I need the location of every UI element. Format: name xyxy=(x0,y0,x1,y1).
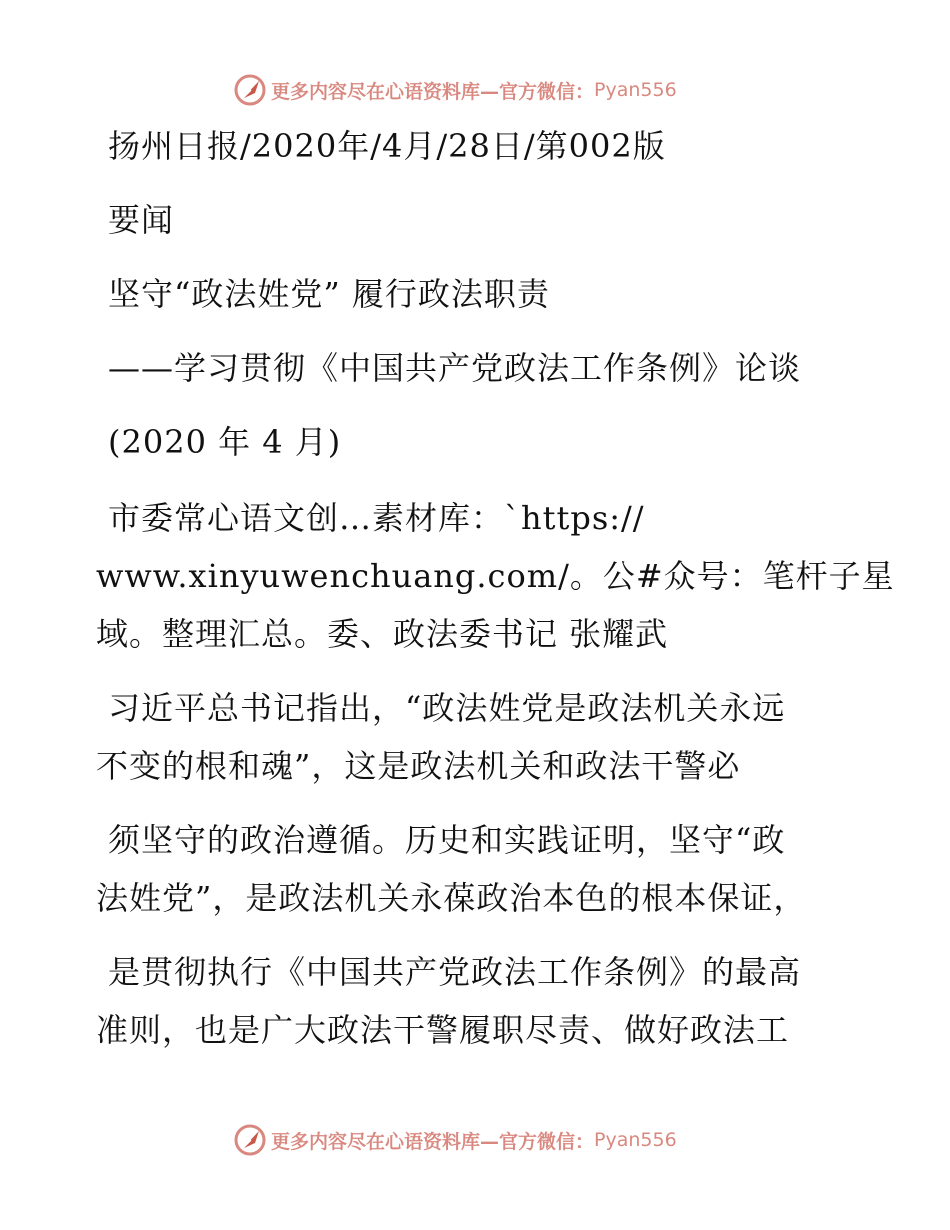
article-title: 坚守“政法姓党” 履行政法职责 xyxy=(108,275,550,313)
watermark-handle: Pyan556 xyxy=(594,1129,677,1151)
body-line-2: 不变的根和魂”，这是政法机关和政法干警必 xyxy=(96,747,741,785)
body-line-1: 习近平总书记指出，“政法姓党是政法机关永远 xyxy=(108,689,786,727)
byline-line-3: 域。整理汇总。委、政法委书记 张耀武 xyxy=(96,615,669,653)
body-line-6: 准则，也是广大政法干警履职尽责、做好政法工 xyxy=(96,1011,790,1049)
watermark-banner-bottom xyxy=(233,1122,677,1158)
article-date: (2020 年 4 月) xyxy=(108,423,342,461)
watermark-banner-top xyxy=(233,72,677,108)
section-label: 要闻 xyxy=(108,201,175,239)
watermark-text: 更多内容尽在心语资料库—官方微信： xyxy=(271,80,595,103)
quill-logo-icon xyxy=(233,1123,267,1157)
source-line: 扬州日报/2020年/4月/28日/第002版 xyxy=(108,127,666,165)
article-subtitle: ——学习贯彻《中国共产党政法工作条例》论谈 xyxy=(108,349,802,387)
body-line-4: 法姓党”，是政法机关永葆政治本色的根本保证， xyxy=(96,879,807,917)
byline-line-1: 市委常心语文创…素材库：`https:// xyxy=(108,499,645,537)
body-line-3: 须坚守的政治遵循。历史和实践证明，坚守“政 xyxy=(108,821,786,859)
watermark-handle: Pyan556 xyxy=(594,79,677,101)
watermark-text: 更多内容尽在心语资料库—官方微信： xyxy=(271,1130,595,1153)
body-line-5: 是贯彻执行《中国共产党政法工作条例》的最高 xyxy=(108,953,802,991)
quill-logo-icon xyxy=(233,73,267,107)
byline-line-2: www.xinyuwenchuang.com/。公#众号：笔杆子星 xyxy=(96,557,895,595)
